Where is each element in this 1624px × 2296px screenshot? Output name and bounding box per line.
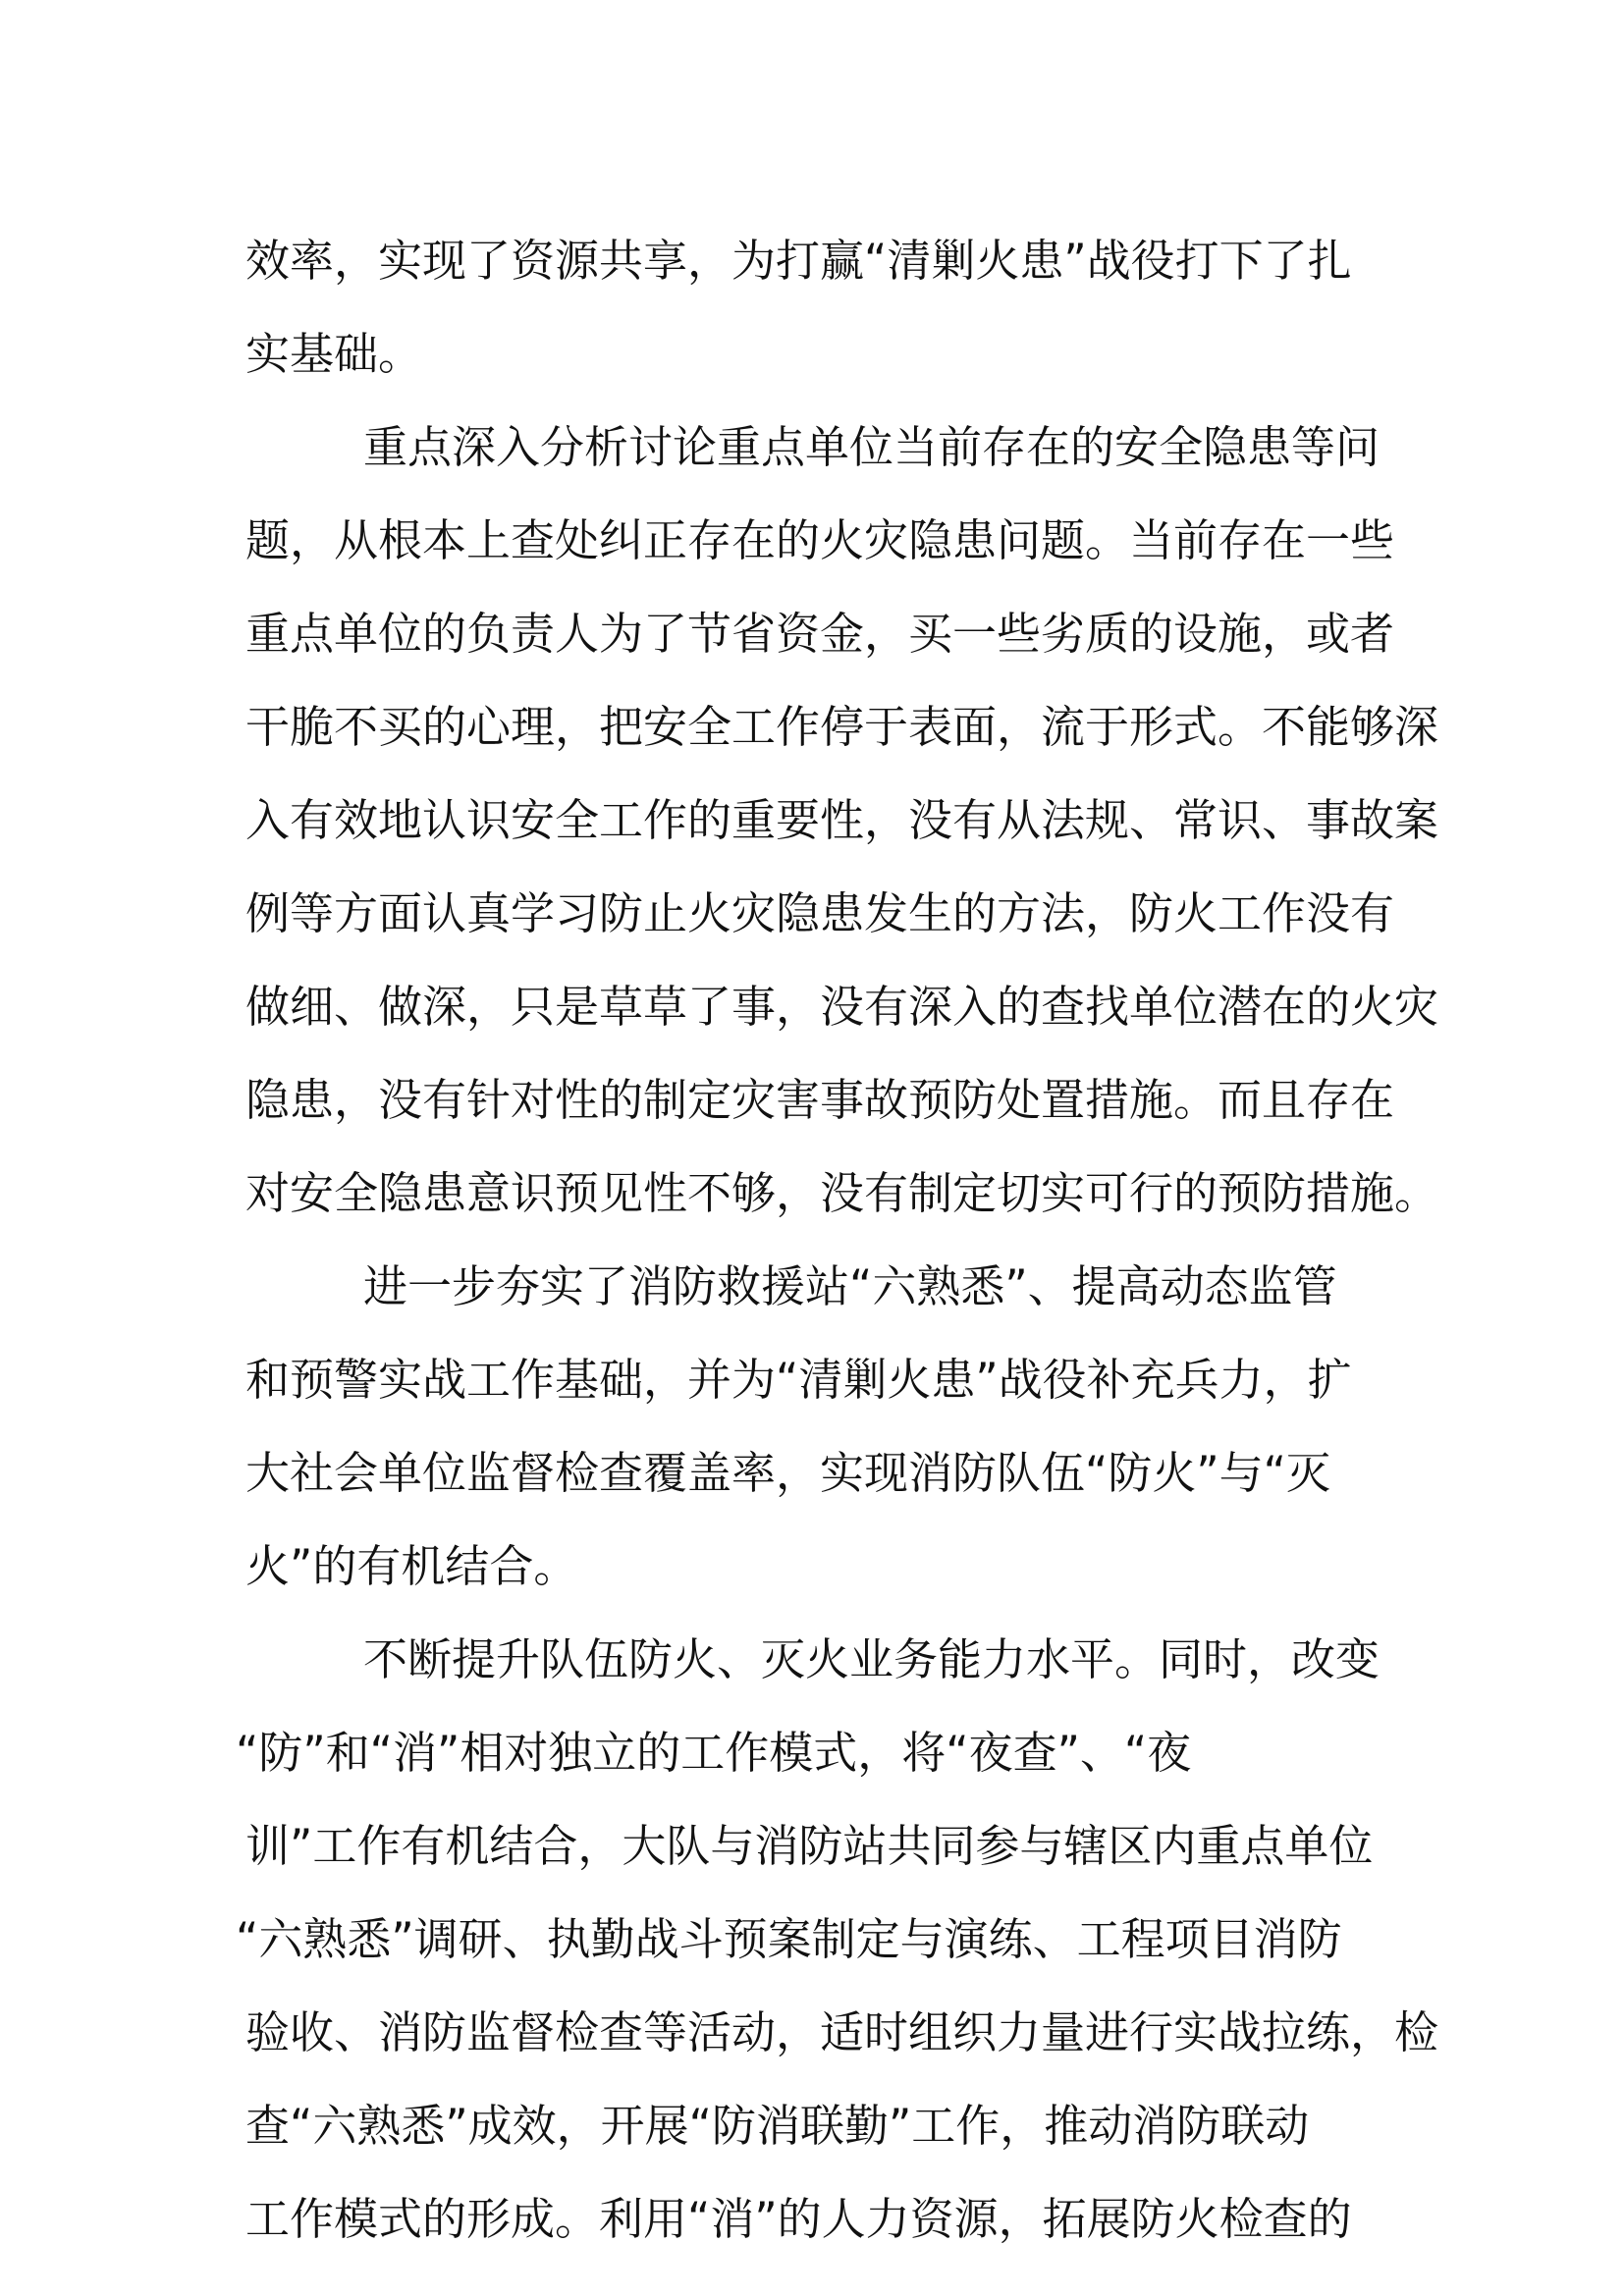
text-line: 效率，实现了资源共享，为打赢“清剿火患”战役打下了扎 xyxy=(245,235,1352,287)
text-line: 做细、做深，只是草草了事，没有深入的查找单位潜在的火灾 xyxy=(245,981,1439,1033)
text-line: 实基础。 xyxy=(245,328,423,380)
text-line: 例等方面认真学习防止火灾隐患发生的方法，防火工作没有 xyxy=(245,887,1395,939)
text-line: 题，从根本上查处纠正存在的火灾隐患问题。当前存在一些 xyxy=(245,514,1395,566)
text-line: 火”的有机结合。 xyxy=(245,1540,578,1592)
text-line: 和预警实战工作基础，并为“清剿火患”战役补充兵力，扩 xyxy=(245,1354,1352,1406)
text-line: 大社会单位监督检查覆盖率，实现消防队伍“防火”与“灭 xyxy=(245,1447,1330,1499)
text-line: 查“六熟悉”成效，开展“防消联勤”工作，推动消防联动 xyxy=(245,2100,1310,2152)
text-line: 隐患，没有针对性的制定灾害事故预防处置措施。而且存在 xyxy=(245,1074,1395,1126)
body-text xyxy=(236,214,1439,2266)
text-line: 重点单位的负责人为了节省资金，买一些劣质的设施，或者 xyxy=(245,608,1395,660)
text-line: “防”和“消”相对独立的工作模式，将“夜查”、“夜 xyxy=(236,1727,1192,1779)
text-line: 验收、消防监督检查等活动，适时组织力量进行实战拉练，检 xyxy=(245,2006,1439,2058)
text-line: “六熟悉”调研、执勤战斗预案制定与演练、工程项目消防 xyxy=(236,1913,1342,1965)
paragraph-start-line: 进一步夯实了消防救援站“六熟悉”、提高动态监管 xyxy=(363,1260,1337,1312)
text-line: 训”工作有机结合，大队与消防站共同参与辖区内重点单位 xyxy=(245,1820,1374,1872)
text-line: 入有效地认识安全工作的重要性，没有从法规、常识、事故案 xyxy=(245,794,1439,846)
paragraph-start-line: 不断提升队伍防火、灭火业务能力水平。同时，改变 xyxy=(363,1633,1380,1685)
paragraph-start-line: 重点深入分析讨论重点单位当前存在的安全隐患等问 xyxy=(363,421,1380,473)
text-line: 干脆不买的心理，把安全工作停于表面，流于形式。不能够深 xyxy=(245,701,1439,753)
text-line: 工作模式的形成。利用“消”的人力资源，拓展防火检查的 xyxy=(245,2193,1352,2245)
text-line: 对安全隐患意识预见性不够，没有制定切实可行的预防措施。 xyxy=(245,1167,1439,1219)
